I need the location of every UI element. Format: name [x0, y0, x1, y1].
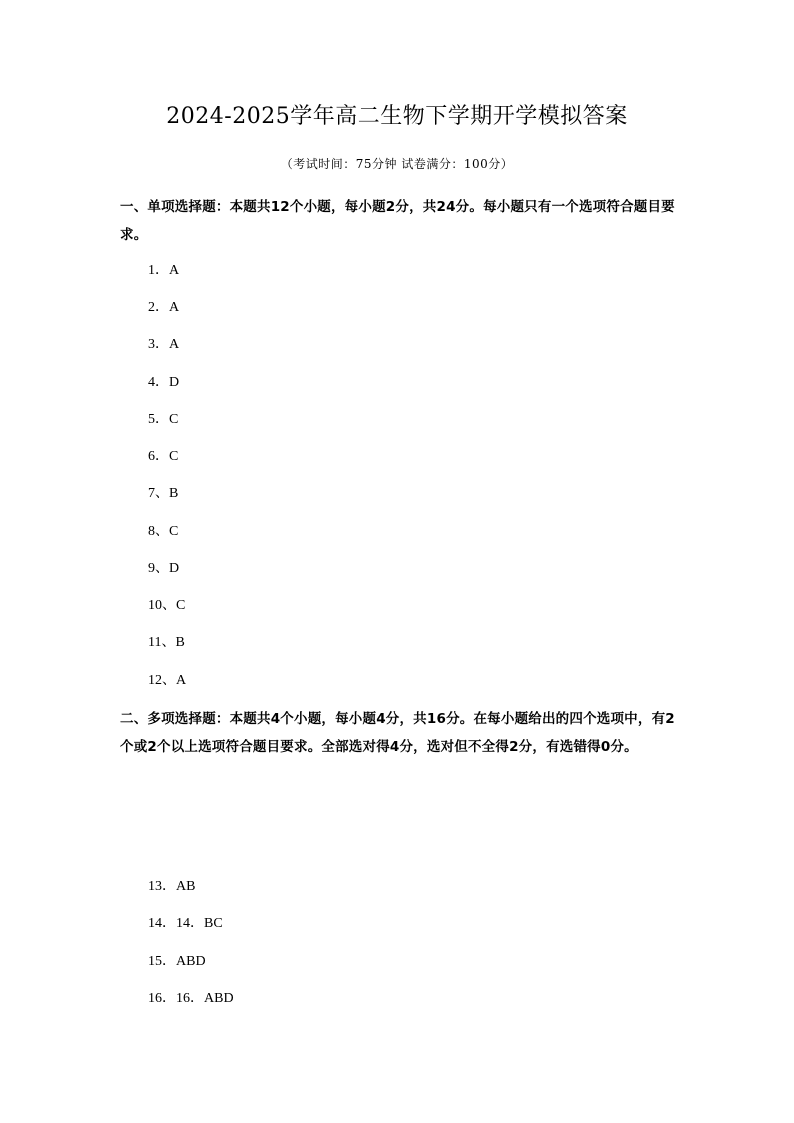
answer-item: 7、B: [148, 486, 179, 501]
answer-item: 6．C: [148, 449, 179, 464]
answer-item: 16．16．ABD: [148, 991, 234, 1006]
exam-info: （考试时间：75分钟 试卷满分：100分）: [280, 157, 514, 171]
answer-item: 4．D: [148, 375, 180, 390]
document-title: 2024-2025学年高二生物下学期开学模拟答案: [166, 104, 628, 129]
answer-item: 1．A: [148, 263, 180, 278]
answer-item: 8、C: [148, 524, 179, 539]
section-heading-single-choice: 一、单项选择题：本题共12个小题，每小题2分，共24分。每小题只有一个选项符合题目要求。: [120, 199, 675, 243]
answer-item: 5．C: [148, 412, 179, 427]
answer-item: 12、A: [148, 673, 187, 688]
answer-item: 3．A: [148, 337, 180, 352]
answer-item: 10、C: [148, 598, 186, 613]
answer-item: 9、D: [148, 561, 180, 576]
answer-item: 13．AB: [148, 879, 196, 894]
answer-item: 15．ABD: [148, 954, 206, 969]
answer-item: 2．A: [148, 300, 180, 315]
answer-item: 11、B: [148, 635, 185, 650]
section-heading-multiple-choice: 二、多项选择题：本题共4个小题，每小题4分，共16分。在每小题给出的四个选项中，有2个或2个以上选项符合题目要求。全部选对得4分，选对但不全得2分，有选错得0分。: [120, 711, 675, 755]
answer-item: 14．14．BC: [148, 916, 223, 931]
